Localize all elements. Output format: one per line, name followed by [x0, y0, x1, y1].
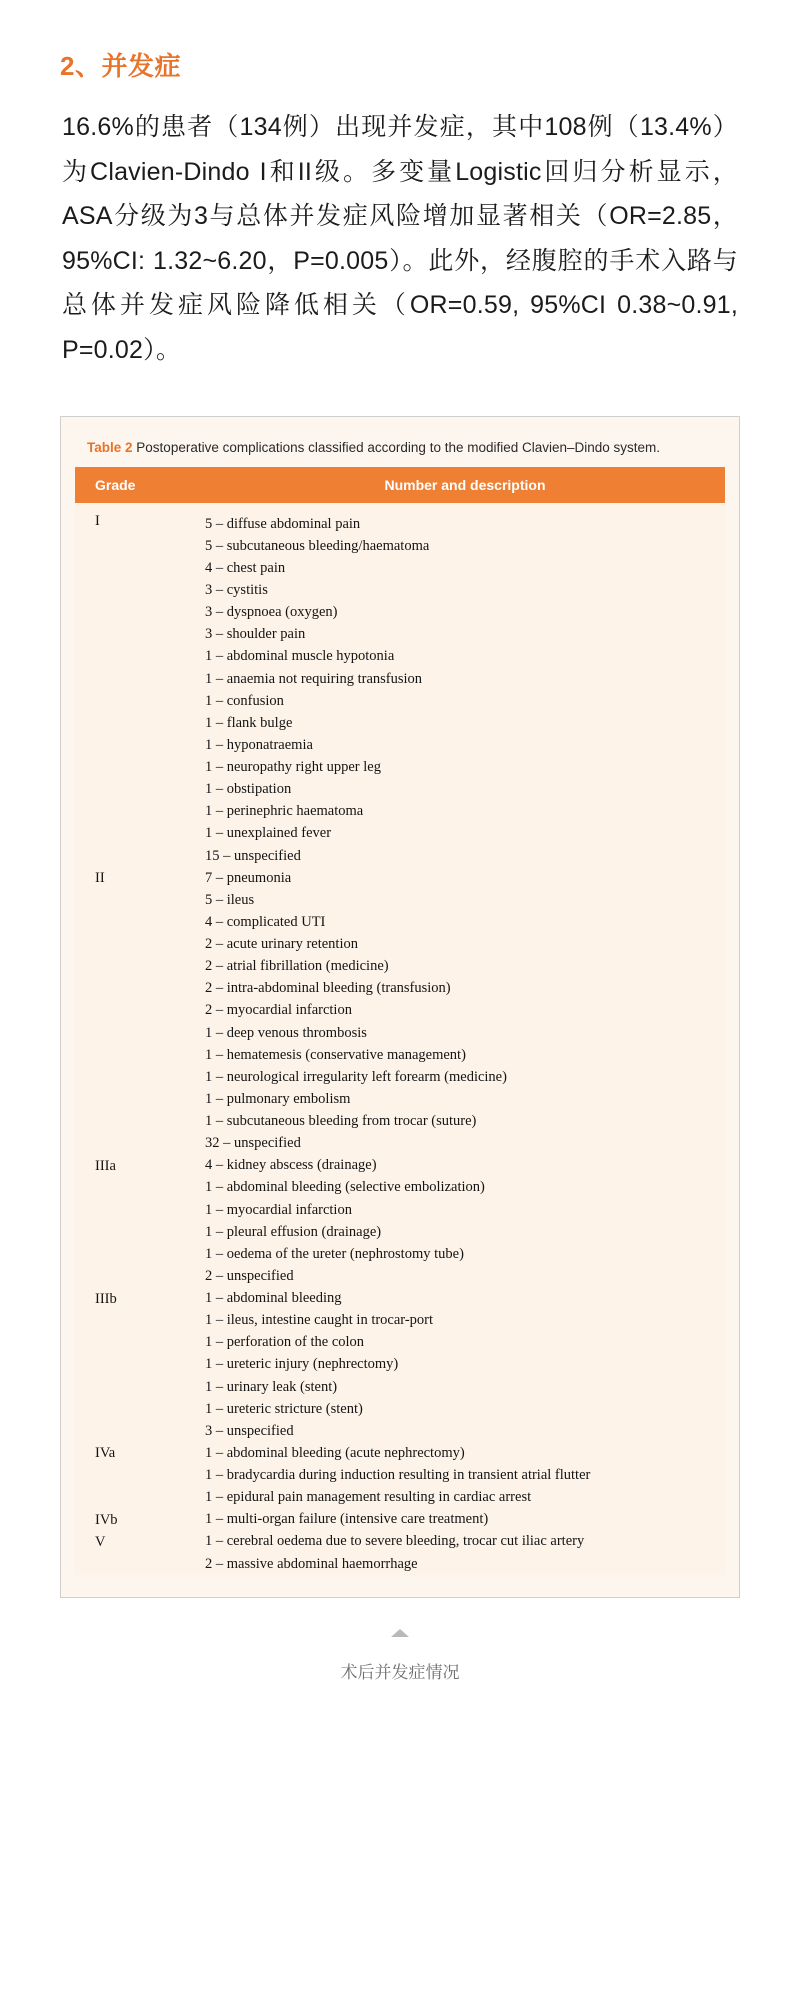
list-item: 1 – abdominal bleeding (selective embolization)	[205, 1179, 485, 1196]
list-item: 1 – epidural pain management resulting in cardiac arrest	[205, 1489, 532, 1506]
table-row	[75, 1509, 725, 1531]
section-paragraph: 16.6%的患者（134例）出现并发症，其中108例（13.4%）为Clavien-Dindo I和II级。多变量Logistic回归分析显示，ASA分级为3与总体并发症风险增加显著相关（OR=2.85，95%CI: 1.32~6.20，P=0.005）。此外，经腹腔的手术入路与总体并发症风险降低相关（OR=0.59, 95%CI 0.38~0.91, P=0.02）。	[62, 113, 738, 364]
description-list	[205, 1155, 725, 1288]
list-item: 1 – hematemesis (conservative management)	[205, 1046, 466, 1063]
list-item: 15 – unspecified	[205, 847, 301, 864]
grade-cell: IVb	[95, 1511, 118, 1528]
table-header	[75, 467, 725, 503]
table-row	[75, 1288, 725, 1443]
figure-caption: 术后并发症情况	[340, 1663, 460, 1683]
figure-table-2	[60, 416, 740, 1598]
list-item: 4 – chest pain	[205, 559, 286, 576]
table-row	[75, 1442, 725, 1508]
list-item: 2 – myocardial infarction	[205, 1002, 352, 1019]
description-cell	[205, 1442, 725, 1508]
list-item: 5 – subcutaneous bleeding/haematoma	[205, 537, 430, 554]
list-item: 32 – unspecified	[205, 1135, 301, 1152]
table-body	[75, 503, 725, 1575]
description-list	[205, 503, 725, 867]
description-list	[205, 1442, 725, 1508]
list-item: 3 – unspecified	[205, 1422, 294, 1439]
list-item: 1 – perforation of the colon	[205, 1334, 365, 1351]
list-item: 2 – unspecified	[205, 1267, 294, 1284]
list-item: 1 – multi-organ failure (intensive care treatment)	[205, 1511, 489, 1528]
complications-table	[75, 467, 725, 1575]
table-caption	[87, 439, 717, 457]
description-cell	[205, 867, 725, 1155]
list-item: 1 – oedema of the ureter (nephrostomy tube)	[205, 1245, 464, 1262]
list-item: 5 – diffuse abdominal pain	[205, 515, 361, 532]
grade-cell: IVa	[95, 1445, 116, 1462]
table-header-row	[75, 467, 725, 503]
list-item: 2 – acute urinary retention	[205, 936, 358, 953]
list-item: 3 – dyspnoea (oxygen)	[205, 604, 338, 621]
table-row	[75, 1155, 725, 1288]
list-item: 4 – kidney abscess (drainage)	[205, 1157, 377, 1174]
table-row	[75, 1531, 725, 1575]
list-item: 1 – ureteric injury (nephrectomy)	[205, 1356, 399, 1373]
table-caption-text: Postoperative complications classified according to the modified Clavien–Dindo system.	[136, 440, 661, 455]
list-item: 1 – abdominal muscle hypotonia	[205, 648, 395, 665]
grade-cell: IIIb	[95, 1290, 117, 1307]
column-header-description: Number and description	[205, 467, 725, 503]
document-page	[0, 46, 800, 2010]
list-item: 1 – subcutaneous bleeding from trocar (suture)	[205, 1113, 477, 1130]
list-item: 1 – myocardial infarction	[205, 1201, 352, 1218]
grade-cell: IIIa	[95, 1157, 116, 1174]
list-item: 1 – abdominal bleeding (acute nephrectomy)	[205, 1444, 465, 1461]
list-item: 4 – complicated UTI	[205, 913, 326, 930]
collapse-caret[interactable]	[0, 1624, 800, 1642]
description-list	[205, 1288, 725, 1443]
list-item: 3 – shoulder pain	[205, 626, 306, 643]
list-item: 1 – pleural effusion (drainage)	[205, 1223, 382, 1240]
list-item: 1 – urinary leak (stent)	[205, 1378, 338, 1395]
description-cell	[205, 1509, 725, 1531]
table-label: Table 2	[87, 440, 133, 455]
grade-cell: II	[95, 870, 105, 887]
description-cell	[205, 1288, 725, 1443]
list-item: 1 – unexplained fever	[205, 825, 332, 842]
caret-up-icon	[391, 1629, 409, 1637]
list-item: 1 – neurological irregularity left forearm (medicine)	[205, 1068, 507, 1085]
description-cell	[205, 1155, 725, 1288]
list-item: 1 – pulmonary embolism	[205, 1090, 351, 1107]
list-item: 1 – neuropathy right upper leg	[205, 759, 381, 776]
list-item: 1 – anaemia not requiring transfusion	[205, 670, 423, 687]
list-item: 2 – massive abdominal haemorrhage	[205, 1555, 418, 1572]
list-item: 7 – pneumonia	[205, 869, 292, 886]
list-item: 1 – bradycardia during induction resulting in transient atrial flutter	[205, 1467, 591, 1484]
table-row	[75, 867, 725, 1155]
section-heading: 2、并发症	[60, 51, 181, 81]
list-item: 2 – atrial fibrillation (medicine)	[205, 958, 389, 975]
list-item: 2 – intra-abdominal bleeding (transfusion)	[205, 980, 451, 997]
description-list	[205, 1531, 725, 1575]
list-item: 1 – hyponatraemia	[205, 736, 313, 753]
list-item: 1 – obstipation	[205, 781, 292, 798]
table-row	[75, 503, 725, 867]
list-item: 1 – abdominal bleeding	[205, 1290, 342, 1307]
grade-cell: V	[95, 1533, 106, 1550]
list-item: 1 – perinephric haematoma	[205, 803, 364, 820]
grade-cell: I	[95, 513, 100, 530]
list-item: 1 – flank bulge	[205, 714, 293, 731]
list-item: 1 – ileus, intestine caught in trocar-port	[205, 1312, 434, 1329]
list-item: 5 – ileus	[205, 891, 255, 908]
description-cell	[205, 503, 725, 867]
description-cell	[205, 1531, 725, 1575]
column-header-grade: Grade	[75, 467, 205, 503]
description-list	[205, 1509, 725, 1531]
list-item: 1 – deep venous thrombosis	[205, 1024, 367, 1041]
list-item: 3 – cystitis	[205, 582, 268, 599]
list-item: 1 – cerebral oedema due to severe bleeding, trocar cut iliac artery	[205, 1533, 585, 1550]
description-list	[205, 867, 725, 1155]
list-item: 1 – confusion	[205, 692, 284, 709]
list-item: 1 – ureteric stricture (stent)	[205, 1400, 363, 1417]
